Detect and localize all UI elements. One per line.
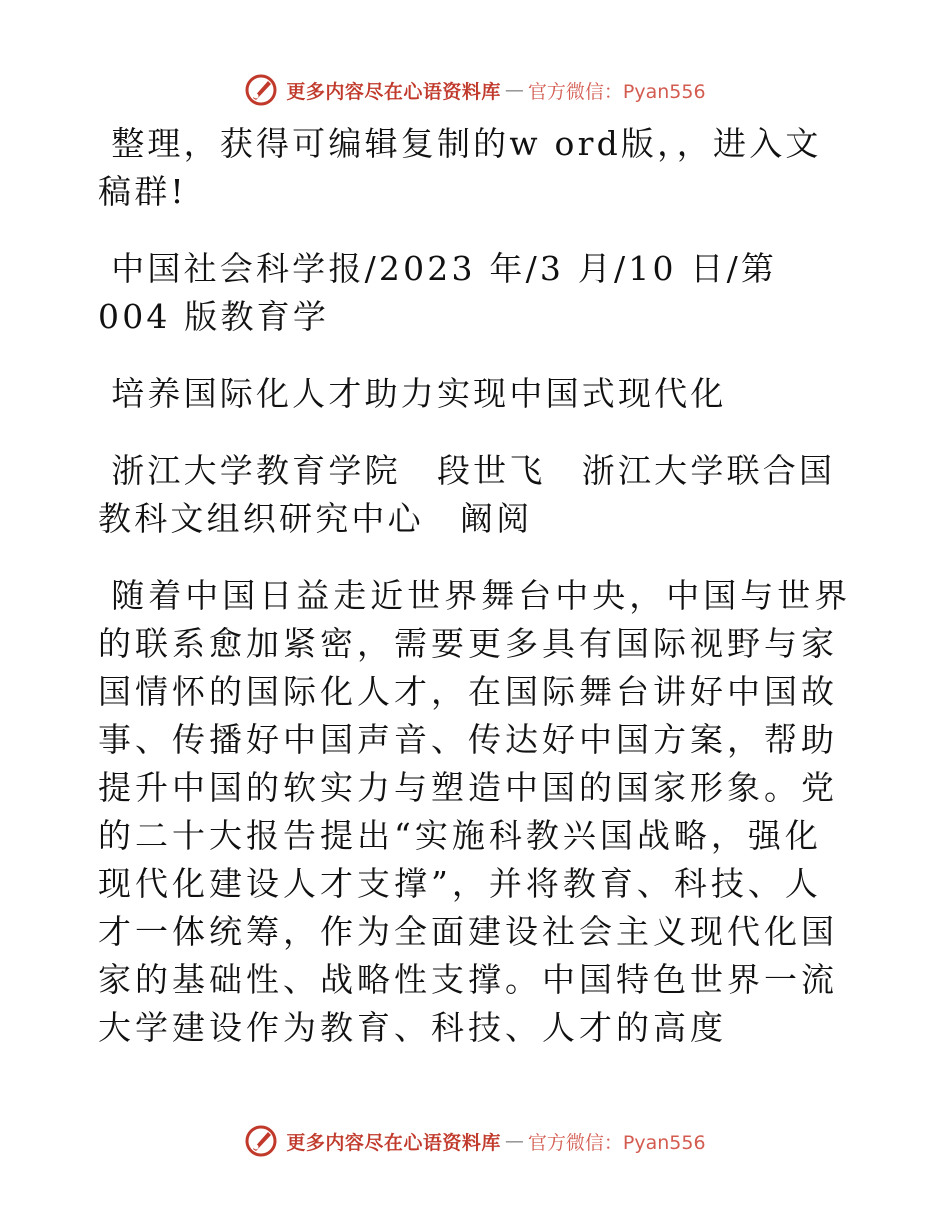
intro-note: 整理，获得可编辑复制的w ord版，，进入文稿群! xyxy=(98,124,822,211)
quill-logo-icon xyxy=(244,73,278,107)
watermark-brand: 更多内容尽在心语资料库 xyxy=(286,1131,501,1154)
article-title: 培养国际化人才助力实现中国式现代化 xyxy=(111,374,727,413)
watermark-footer xyxy=(0,1121,950,1161)
watermark-separator: — xyxy=(504,79,524,101)
document-body xyxy=(98,120,853,1081)
body-paragraph: 随着中国日益走近世界舞台中央，中国与世界的联系愈加紧密，需要更多具有国际视野与家国情怀的国际化人才，在国际舞台讲好中国故事、传播好中国声音、传达好中国方案，帮助提升中国的软实力与塑造中国的国家形象。党的二十大报告提出“实施科教兴国战略，强化现代化建设人才支撑”，并将教育、科技、人才一体统筹，作为全面建设社会主义现代化国家的基础性、战略性支撑。中国特色世界一流大学建设作为教育、科技、人才的高度 xyxy=(98,576,852,1047)
quill-logo-icon xyxy=(244,1124,278,1158)
watermark-wechat: 官方微信：Pyan556 xyxy=(527,80,706,103)
watermark-separator: — xyxy=(504,1130,524,1152)
watermark-brand: 更多内容尽在心语资料库 xyxy=(286,80,501,103)
source-citation: 中国社会科学报/2023 年/3 月/10 日/第 004 版教育学 xyxy=(98,249,778,336)
watermark-header xyxy=(0,70,950,110)
author-line: 浙江大学教育学院 段世飞 浙江大学联合国教科文组织研究中心 阚阅 xyxy=(98,451,836,538)
watermark-wechat: 官方微信：Pyan556 xyxy=(527,1131,706,1154)
